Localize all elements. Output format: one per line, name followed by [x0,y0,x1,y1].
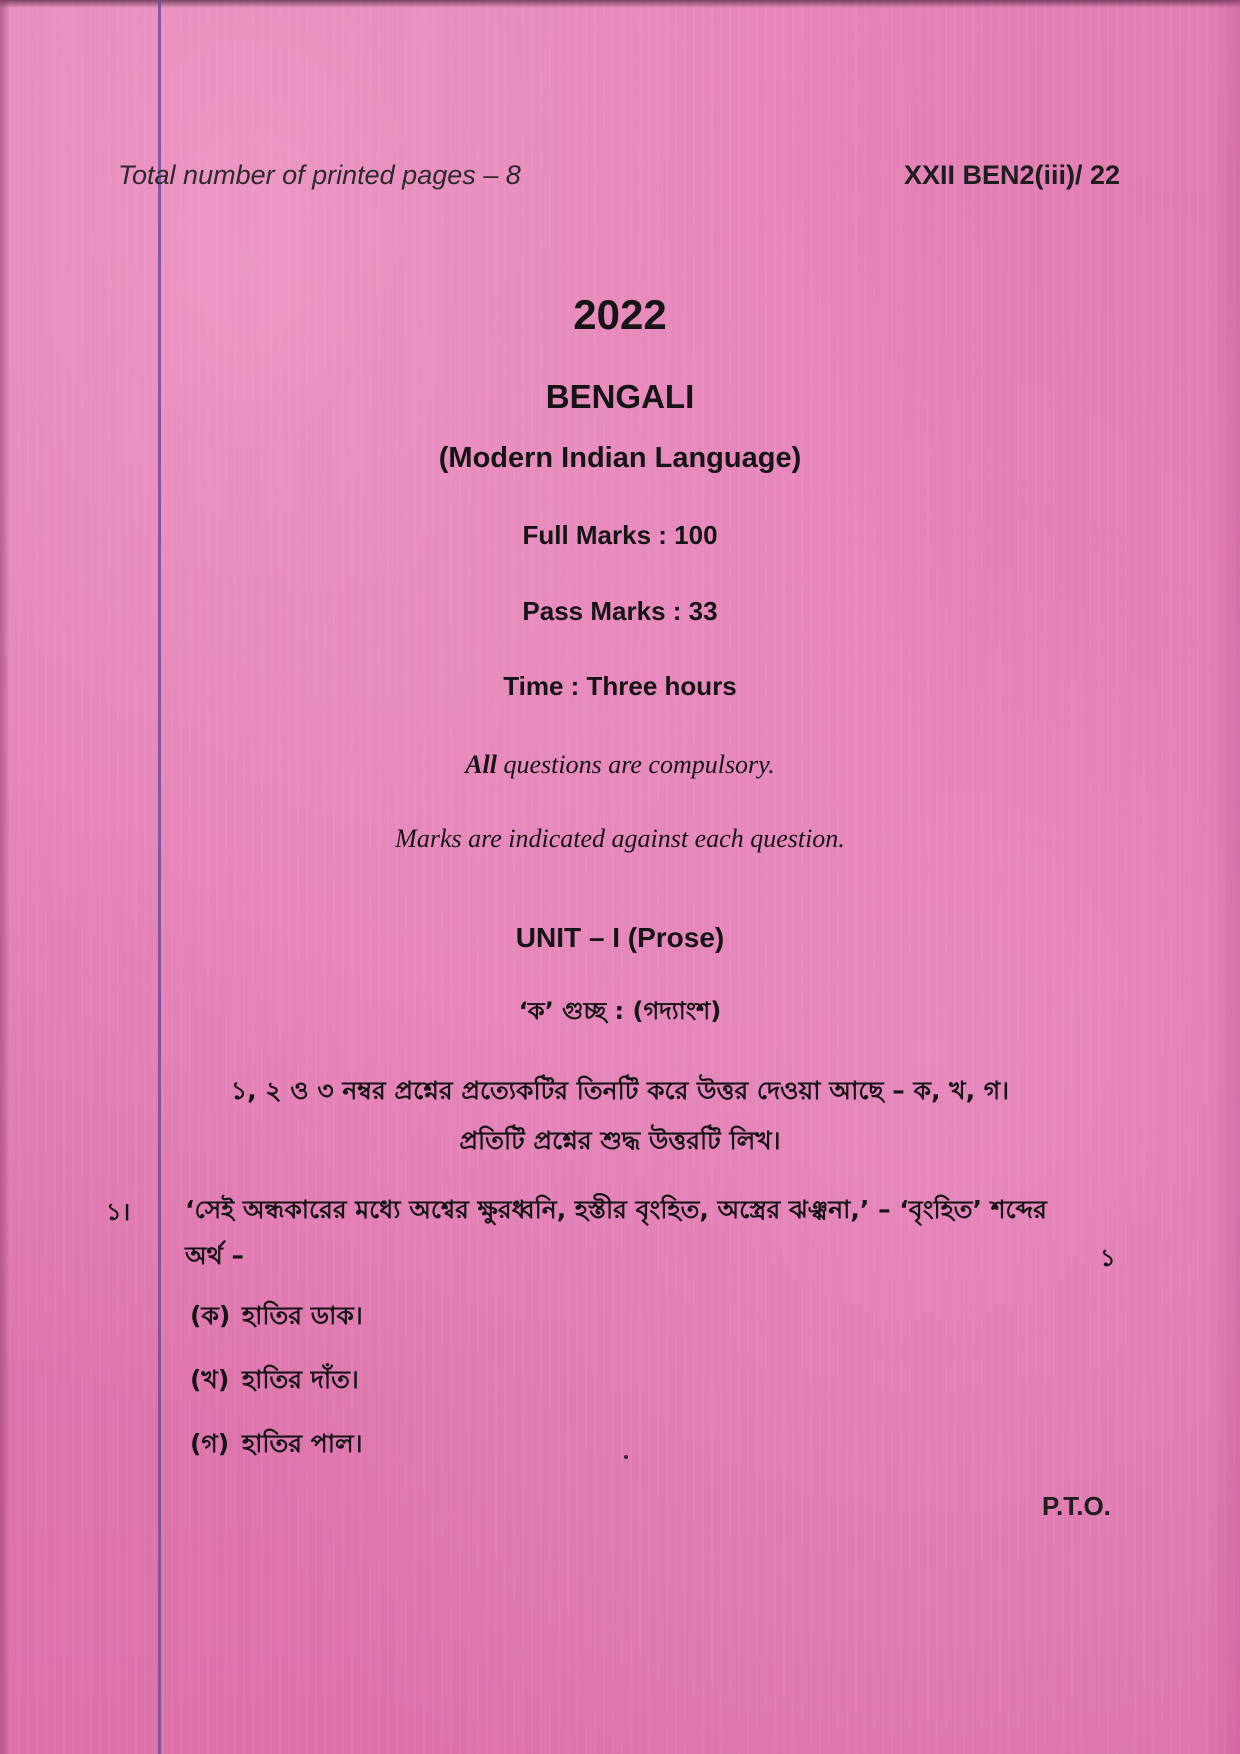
question-text: ‘সেই অন্ধকারের মধ্যে অশ্বের ক্ষুরধ্বনি, হস্তীর বৃংহিত, অস্ত্রের ঝঞ্ঝনা,’ – ‘বৃংহিত’ শব্দের [185,1195,1047,1224]
subject-title: BENGALI [545,378,695,415]
option-text: হাতির দাঁত। [242,1365,359,1394]
ink-speck [624,1455,628,1459]
exam-year: 2022 [573,291,667,338]
option-label: (খ) [190,1365,230,1394]
option-item [190,1296,363,1339]
paper-fold-shadow [1208,0,1240,1754]
instruction-rest: questions are compulsory. [496,750,775,779]
group-heading: ‘ক’ গুচ্ছ : (গদ্যাংশ) [518,997,722,1025]
instruction-compulsory [0,750,1240,780]
scan-left-edge [0,0,10,1754]
question-text-continued: অর্থ – [185,1241,245,1270]
exam-time: Time : Three hours [503,671,737,701]
option-label: (ক) [190,1301,231,1330]
pass-marks: Pass Marks : 33 [522,596,718,626]
option-text: হাতির ডাক। [242,1301,363,1330]
full-marks: Full Marks : 100 [522,520,718,550]
section-directive-line1: ১, ২ ও ৩ নম্বর প্রশ্নের প্রত্যেকটির তিনটি করে উত্তর দেওয়া আছে – ক, খ, গ। [230,1076,1010,1105]
option-item [190,1424,363,1467]
question-number: ১। [106,1198,131,1226]
paper-code: XXII BEN2(iii)/ 22 [904,160,1121,190]
printed-pages-note: Total number of printed pages – 8 [118,160,521,190]
unit-heading: UNIT – I (Prose) [515,922,725,953]
scan-top-shadow [0,0,1240,8]
option-text: হাতির পাল। [242,1429,363,1458]
margin-line [158,0,161,1754]
section-directive-line2: প্রতিটি প্রশ্নের শুদ্ধ উত্তরটি লিখ। [459,1126,781,1155]
subject-subtitle: (Modern Indian Language) [438,442,802,474]
instruction-emphasis: All [465,750,497,779]
option-item [190,1360,359,1403]
please-turn-over: P.T.O. [1042,1491,1111,1521]
instruction-marks: Marks are indicated against each question. [395,824,845,853]
question-marks: ১ [1100,1244,1116,1272]
option-label: (গ) [190,1429,230,1458]
